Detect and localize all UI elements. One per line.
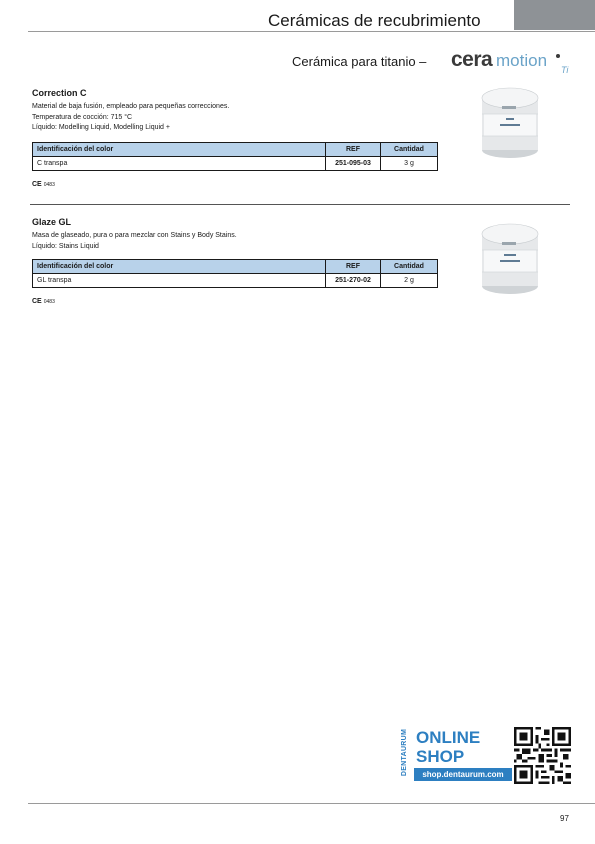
ceramotion-logo-motion: motion [496,51,548,70]
section-divider [30,204,570,205]
logo-dot [556,54,560,58]
brand-label: DENTAURUM [401,728,409,777]
table-cell: C transpa [33,157,326,171]
product-jar-image [478,220,542,296]
ce-number: 0483 [43,182,55,188]
section-title: Glaze GL [32,217,72,227]
ce-number: 0483 [43,299,55,305]
description-line: Temperatura de cocción: 715 °C [32,113,133,121]
ceramotion-logo-ti: Ti [561,65,569,75]
section-description [32,102,229,134]
ce-mark [32,181,55,188]
table-row [33,274,438,288]
description-line: Líquido: Modelling Liquid, Modelling Liquid + [32,124,170,131]
section-title: Correction C [32,88,87,98]
shop-heading-line2: SHOP [416,747,465,766]
table-cell: 2 g [381,274,438,288]
shop-url-link[interactable]: shop.dentaurum.com [414,768,512,781]
dentaurum-brand [399,725,411,784]
section-description [32,231,237,252]
page-title: Cerámicas de recubrimiento [268,11,481,30]
table-header: REF [326,260,381,274]
qr-code-icon[interactable] [514,727,571,784]
product-jar-image [478,84,542,160]
table-header: REF [326,143,381,157]
page-subtitle: Cerámica para titanio – [292,54,427,69]
description-line: Líquido: Stains Liquid [32,242,99,250]
header-divider [28,31,595,32]
table-row [33,157,438,171]
table-cell: 251-095-03 [326,157,381,171]
product-table [32,142,438,171]
shop-heading-line1: ONLINE [416,728,481,747]
table-cell: 251-270-02 [326,274,381,288]
description-line: Masa de glaseado, pura o para mezclar con Stains y Body Stains. [32,232,237,239]
ceramotion-logo-cera: cera [451,48,493,71]
description-line: Material de baja fusión, empleado para pequeñas correcciones. [32,103,230,110]
table-header: Cantidad [381,260,438,274]
footer-divider [28,803,595,804]
ce-symbol: CE [32,298,42,305]
table-header: Cantidad [381,143,438,157]
table-cell: GL transpa [33,274,326,288]
table-cell: 3 g [381,157,438,171]
header-tab [514,0,595,30]
ce-symbol: CE [32,181,42,188]
product-table [32,259,438,288]
table-header: Identificación del color [33,260,326,274]
ce-mark [32,298,55,305]
table-header: Identificación del color [33,143,326,157]
page-number: 97 [560,814,569,823]
